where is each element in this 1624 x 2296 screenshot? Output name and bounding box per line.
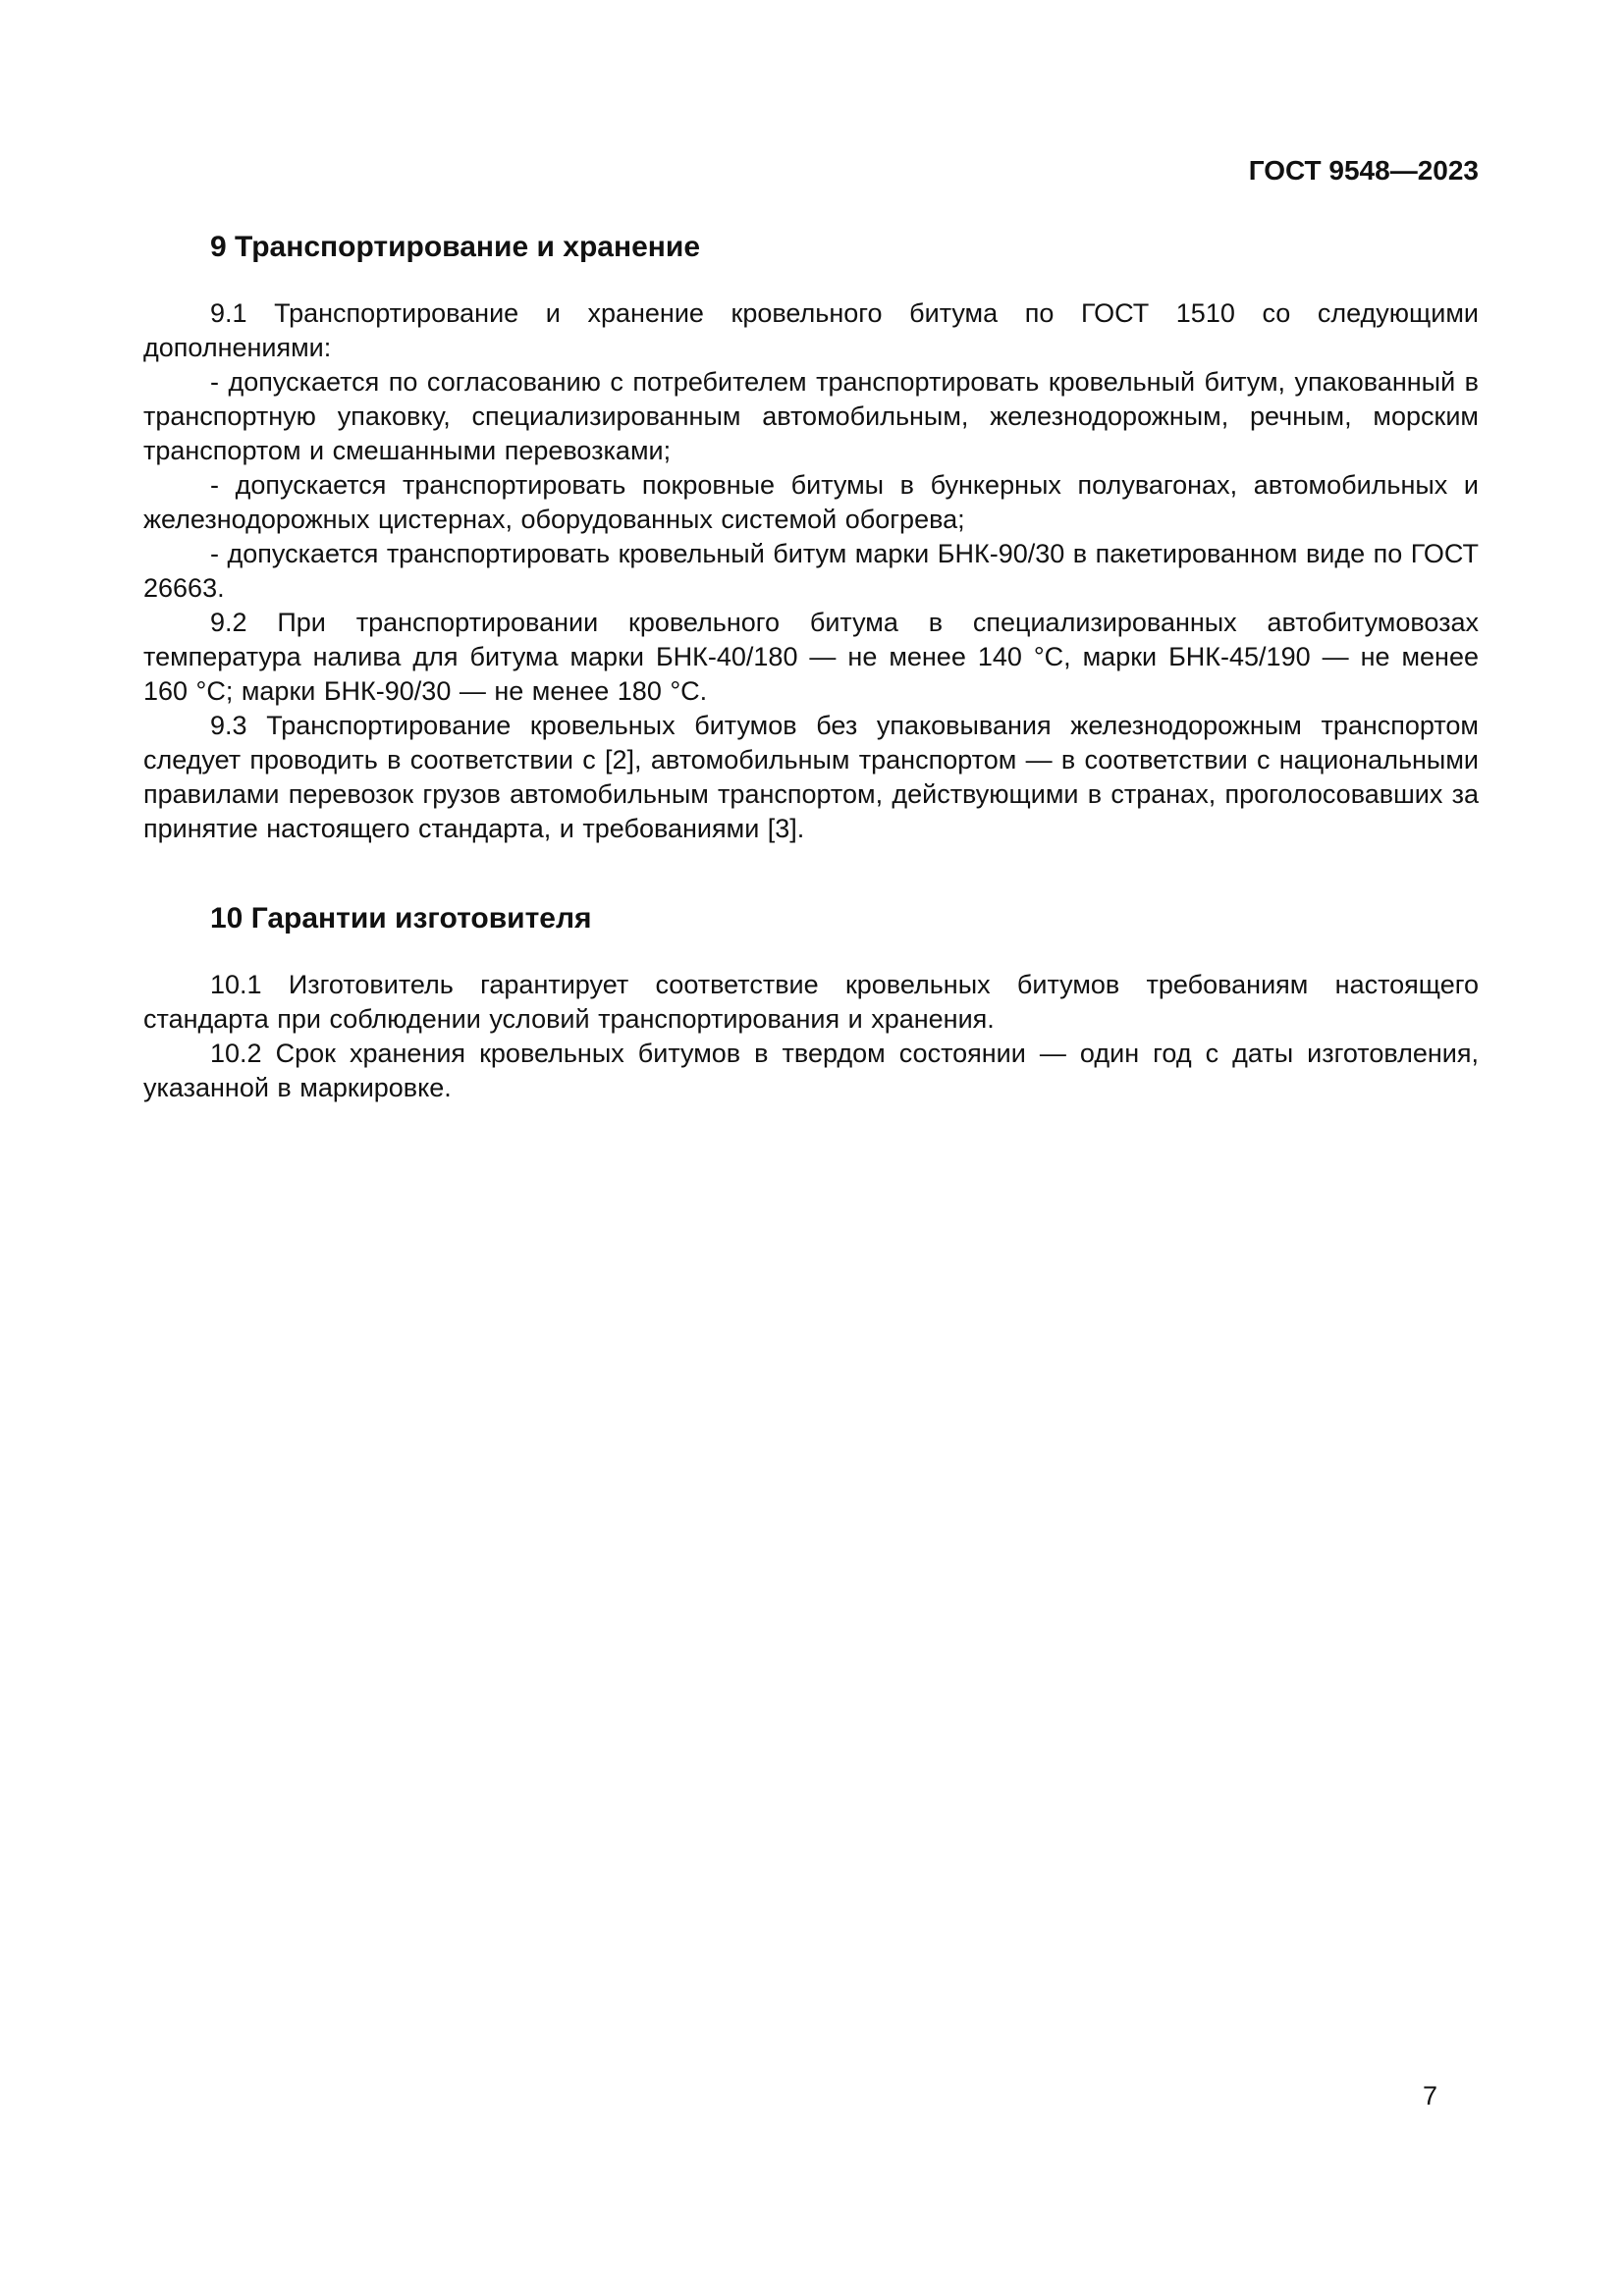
page-number: 7 (1422, 2081, 1437, 2110)
page-content (143, 155, 1479, 1105)
paragraph-10-2: 10.2 Срок хранения кровельных битумов в твердом состоянии — один год с даты изготовления, указанной в маркировке. (143, 1039, 1479, 1102)
paragraph-9-1-dash-2: - допускается транспортировать покровные битумы в бункерных полувагонах, автомобильных и железнодорожных цистернах, оборудованных системой обогрева; (143, 470, 1479, 534)
paragraph-10-1: 10.1 Изготовитель гарантирует соответствие кровельных битумов требованиям настоящего стандарта при соблюдении условий транспортирования и хранения. (143, 970, 1479, 1034)
document-header-gost-number: ГОСТ 9548—2023 (1248, 155, 1479, 186)
paragraph-9-1-dash-3: - допускается транспортировать кровельный битум марки БНК-90/30 в пакетированном виде по ГОСТ 26663. (143, 539, 1479, 603)
paragraph-9-3: 9.3 Транспортирование кровельных битумов без упаковывания железнодорожным транспортом следует проводить в соответствии с [2], автомобильным транспортом — в соответствии с национальными правилами перевозок грузов автомобильным транспортом, действующими в странах, проголосовавших за принятие настоящего стандарта, и требованиями [3]. (143, 711, 1479, 843)
section-10-title: 10 Гарантии изготовителя (210, 902, 592, 934)
section-9-title: 9 Транспортирование и хранение (210, 231, 701, 263)
paragraph-9-1: 9.1 Транспортирование и хранение кровельного битума по ГОСТ 1510 со следующими дополнениями: (143, 298, 1479, 362)
paragraph-9-2: 9.2 При транспортировании кровельного битума в специализированных автобитумовозах температура налива для битума марки БНК-40/180 — не менее 140 °С, марки БНК-45/190 — не менее 160 °С; марки БНК-90/30 — не менее 180 °С. (143, 608, 1479, 706)
paragraph-9-1-dash-1: - допускается по согласованию с потребителем транспортировать кровельный битум, упакованный в транспортную упаковку, специализированным автомобильным, железнодорожным, речным, морским транспортом и смешанными перевозками; (143, 367, 1479, 465)
